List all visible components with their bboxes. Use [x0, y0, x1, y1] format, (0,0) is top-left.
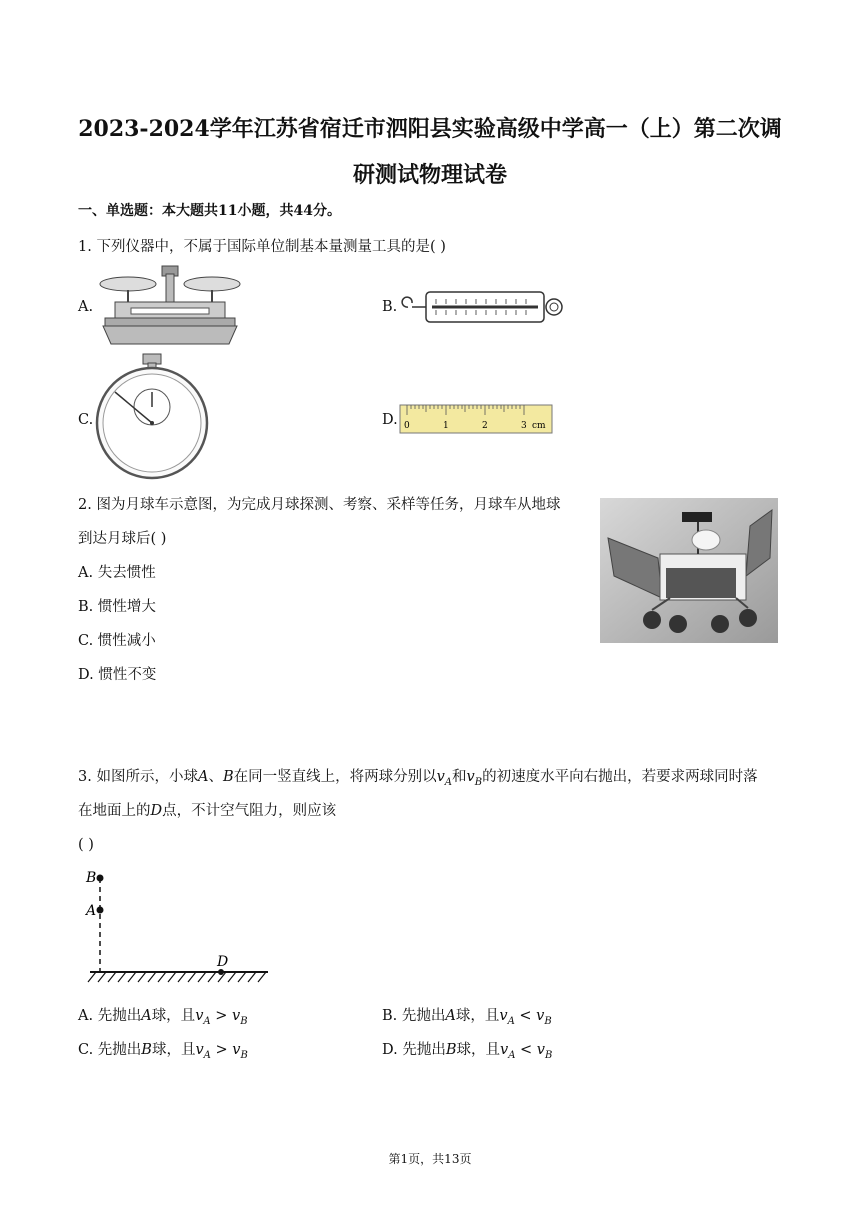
q1-option-d-label: D. [382, 412, 398, 428]
label-a: A [86, 903, 97, 919]
q1-option-a-label: A. [78, 299, 94, 315]
q3-stem-line1: 3. 如图所示，小球A、B在同一竖直线上，将两球分别以$v_A$和$v_B$的初速度水平向右抛出，若要求两球同时落 [78, 769, 758, 788]
stopwatch-image [93, 352, 211, 482]
lunar-rover-image [600, 498, 778, 643]
ball-a-dot [97, 907, 104, 914]
ruler-tick-label: 1 [443, 421, 449, 431]
exam-title-line2: 研测试物理试卷 [352, 162, 507, 188]
ruler-unit-label: cm [532, 421, 546, 431]
ruler-tick-label: 3 [521, 421, 527, 431]
q3-option-a: A. 先抛出A球，且$v_A > v_B$ [78, 1008, 248, 1027]
ruler-image [399, 404, 554, 434]
q2-option-b: B. 惯性增大 [78, 599, 156, 615]
q3-stem-line3: ( ) [78, 837, 94, 853]
q1-option-b-label: B. [382, 299, 398, 315]
q2-stem-line2: 到达月球后( ) [78, 531, 167, 547]
label-b: B [86, 870, 97, 886]
q2-stem-line1: 2. 图为月球车示意图，为完成月球探测、考察、采样等任务，月球车从地球 [78, 497, 561, 513]
exam-title-line1: 2023-2024学年江苏省宿迁市泗阳县实验高级中学高一（上）第二次调 [78, 116, 782, 142]
balance-scale-image [95, 262, 245, 352]
q2-option-d: D. 惯性不变 [78, 667, 157, 683]
ball-b-dot [97, 875, 104, 882]
q3-stem-line2: 在地面上的D点，不计空气阻力，则应该 [78, 803, 337, 819]
q3-option-b: B. 先抛出A球，且$v_A < v_B$ [382, 1008, 552, 1027]
q3-option-c: C. 先抛出B球，且$v_A > v_B$ [78, 1042, 248, 1061]
ruler-tick-label: 0 [404, 421, 410, 431]
q2-option-c: C. 惯性减小 [78, 633, 156, 649]
label-d: D [217, 954, 229, 970]
projectile-diagram [80, 862, 280, 987]
q1-stem: 1. 下列仪器中，不属于国际单位制基本量测量工具的是( ) [78, 239, 446, 255]
q2-option-a: A. 失去惯性 [78, 565, 156, 581]
q3-option-d: D. 先抛出B球，且$v_A < v_B$ [382, 1042, 553, 1061]
page-footer: 第1页，共13页 [388, 1152, 472, 1166]
q1-option-c-label: C. [78, 412, 94, 428]
spring-scale-image [398, 287, 568, 327]
section-heading: 一、单选题：本大题共11小题，共44分。 [78, 203, 341, 219]
ruler-tick-label: 2 [482, 421, 488, 431]
